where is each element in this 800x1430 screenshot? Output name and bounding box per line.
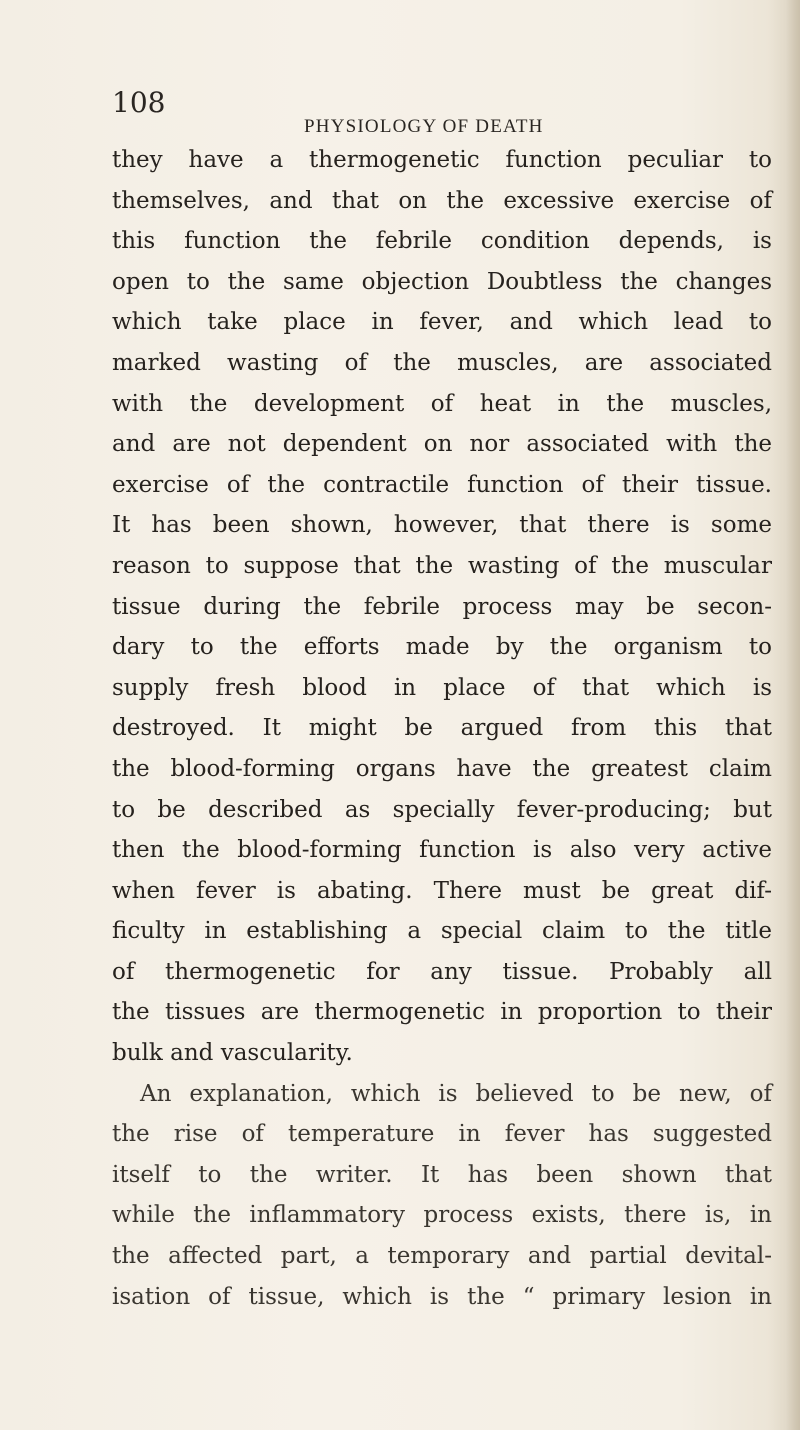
text-line: It has been shown, however, that there is some (112, 512, 772, 539)
text-line: to be described as specially fever-producing; but (112, 796, 772, 823)
text-line: themselves, and that on the excessive exercise of (112, 187, 772, 214)
text-line: they have a thermogenetic function peculiar to (112, 147, 772, 173)
text-line: which take place in fever, and which lead to (112, 309, 772, 336)
text-line: when fever is abating. There must be great dif- (112, 877, 772, 904)
text-line: and are not dependent on nor associated with the (112, 431, 772, 458)
text-line: marked wasting of the muscles, are associated (112, 349, 772, 376)
text-line: this function the febrile condition depends, is (112, 228, 772, 255)
text-line: while the inflammatory process exists, there is, in (112, 1202, 772, 1229)
text-line: open to the same objection Doubtless the changes (112, 268, 772, 295)
text-line: tissue during the febrile process may be secon- (112, 593, 772, 620)
text-line: the rise of temperature in fever has suggested (112, 1121, 772, 1148)
text-line: bulk and vascularity. (112, 1040, 353, 1067)
body-text (112, 140, 772, 1317)
text-line: isation of tissue, which is the “ primary lesion in (112, 1283, 772, 1310)
text-line: supply fresh blood in place of that which is (112, 674, 772, 701)
text-line: itself to the writer. It has been shown that (112, 1161, 772, 1188)
text-line: with the development of heat in the muscles, (112, 390, 772, 417)
text-line: then the blood-forming function is also very active (112, 837, 772, 864)
text-line: the affected part, a temporary and partial devital- (112, 1243, 772, 1270)
text-line: of thermogenetic for any tissue. Probably all (112, 958, 772, 985)
text-line: the tissues are thermogenetic in proportion to their (112, 999, 772, 1026)
text-line-paragraph-start: An explanation, which is believed to be new, of (140, 1080, 772, 1107)
text-line: dary to the efforts made by the organism to (112, 634, 772, 661)
text-line: reason to suppose that the wasting of the muscular (112, 552, 772, 579)
page-edge-shadow (786, 0, 800, 1430)
page-number: 108 (112, 86, 166, 119)
running-head: PHYSIOLOGY OF DEATH (304, 116, 544, 137)
text-line: the blood-forming organs have the greatest claim (112, 755, 772, 782)
text-line: destroyed. It might be argued from this that (112, 715, 772, 742)
text-line: ficulty in establishing a special claim to the title (112, 918, 772, 945)
text-line: exercise of the contractile function of their tissue. (112, 471, 772, 498)
